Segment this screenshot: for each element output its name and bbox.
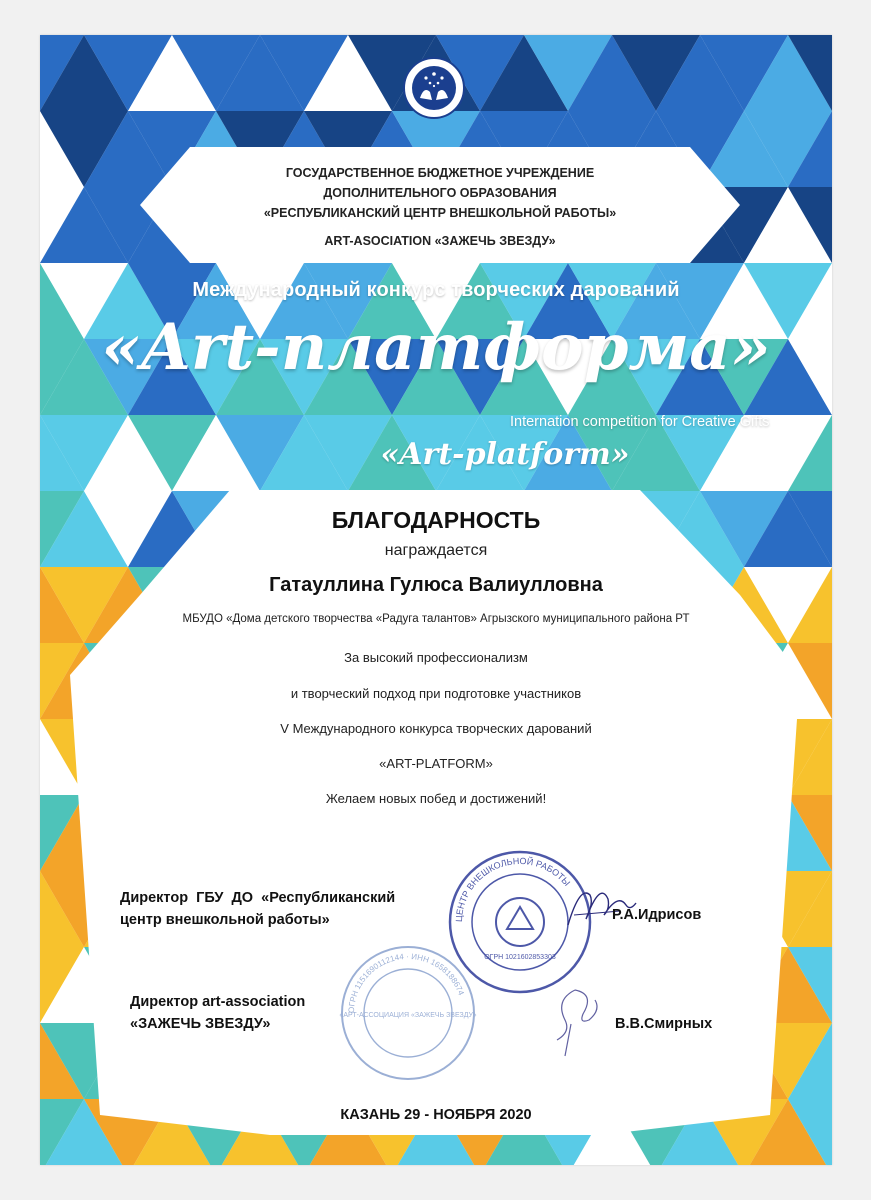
reason-line: За высокий профессионализм [344,650,528,665]
stamp2-ring-text: ОГРН 1151690112144 · ИНН 1658188674 [346,951,466,1014]
org-line-1: ГОСУДАРСТВЕННОЕ БЮДЖЕТНОЕ УЧРЕЖДЕНИЕ [285,166,595,180]
signer1-title [120,887,460,931]
reason-line: Желаем новых побед и достижений! [325,791,547,806]
org-line-2: ДОПОЛНИТЕЛЬНОГО ОБРАЗОВАНИЯ [323,186,557,200]
recipient-name: Гатауллина Гулюса Валиулловна [269,574,603,596]
handwritten-signature-1 [560,875,640,935]
signer1-name: Р.А.Идрисов [612,907,702,923]
contest-subtitle-ru: Международный конкурс творческих дарований [192,279,680,301]
handwritten-signature-2 [535,980,615,1060]
signer1-title-line2: центр внешкольной работы» [120,912,330,928]
organization-header [210,163,670,251]
signer2-name: В.В.Смирных [615,1016,713,1032]
stamp2-center-text: «АРТ-АССОЦИАЦИЯ «ЗАЖЕЧЬ ЗВЕЗДУ» [339,1012,477,1019]
stamp1-ring-text: ЦЕНТР ВНЕШКОЛЬНОЙ РАБОТЫ [453,855,573,923]
org-line-3: «РЕСПУБЛИКАНСКИЙ ЦЕНТР ВНЕШКОЛЬНОЙ РАБОТЫ» [263,206,617,220]
award-title: БЛАГОДАРНОСТЬ [331,507,541,533]
stamp1-numbers: ОГРН 1021602853303 [484,954,556,961]
certificate [40,35,832,1165]
signer2-title-line2: «ЗАЖЕЧЬ ЗВЕЗДУ» [130,1016,271,1032]
recipient-organization: МБУДО «Дома детского творчества «Радуга талантов» Агрызского муниципального района РТ [182,613,690,625]
signer1-title-line1: Директор ГБУ ДО «Республиканский [120,890,396,906]
association-name: ART-ASOCIATION «ЗАЖЕЧЬ ЗВЕЗДУ» [324,234,556,248]
signer2-title [130,991,380,1035]
contest-title-ru: «Art-платформа» [101,310,771,385]
contest-title-en: «Art-platform» [380,437,630,472]
contest-subtitle-en: Internation competition for Creative Gifts [510,414,770,430]
signer2-title-line1: Директор art-association [130,994,306,1010]
stars-hands-logo-icon [402,56,466,120]
reason-line: и творческий подход при подготовке участников [290,686,582,701]
issue-date: КАЗАНЬ 29 - НОЯБРЯ 2020 [340,1107,532,1123]
reason-line: «ART-PLATFORM» [379,756,493,771]
awarded-label: награждается [384,542,488,559]
reason-line: V Международного конкурса творческих дарований [280,721,592,736]
